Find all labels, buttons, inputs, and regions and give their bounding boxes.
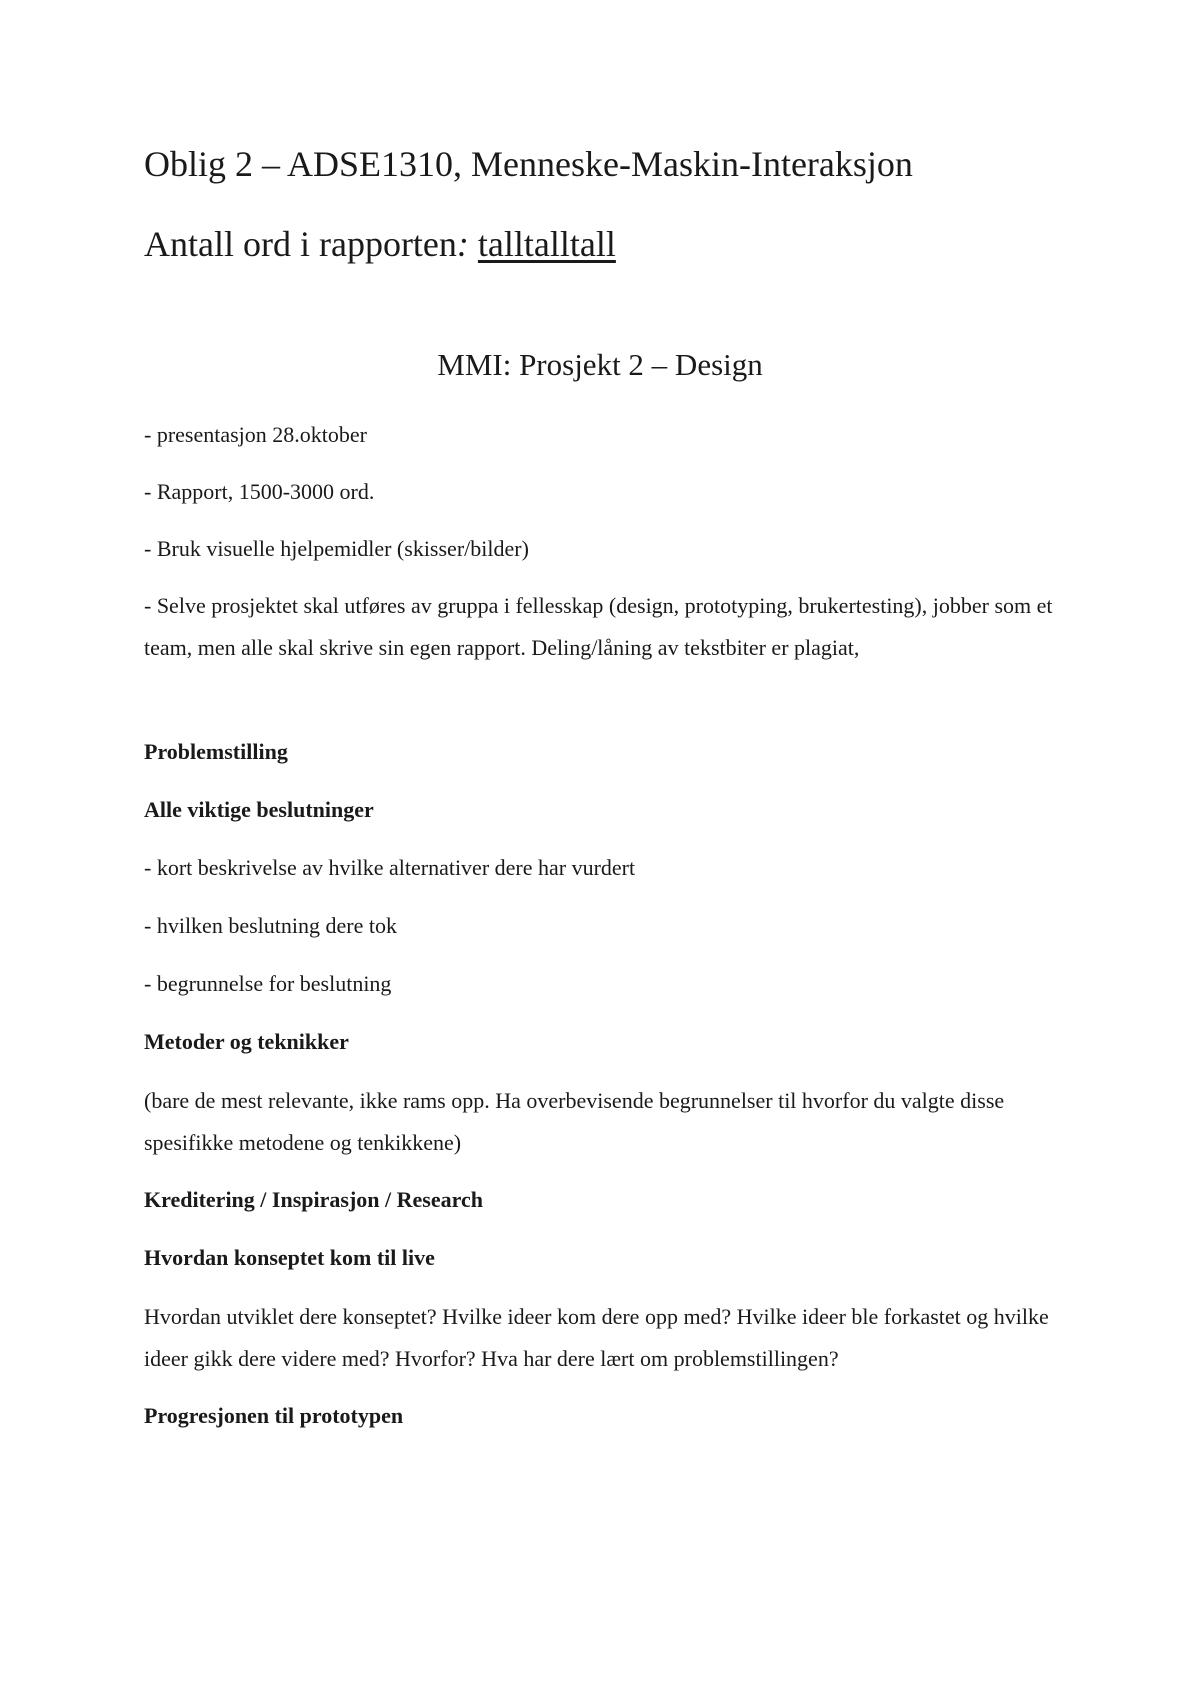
word-count-label: Antall ord i rapporten (144, 224, 457, 264)
bullet-item: - presentasjon 28.oktober (144, 422, 367, 447)
word-count-colon: : (456, 224, 469, 264)
heading-problem: Problemstilling (144, 739, 288, 764)
word-count-value: talltalltall (477, 224, 616, 264)
decision-item: - kort beskrivelse av hvilke alternativer dere har vurdert (144, 855, 636, 880)
bullet-item: - Bruk visuelle hjelpemidler (skisser/bilder) (144, 536, 529, 561)
decision-item: - hvilken beslutning dere tok (144, 913, 397, 938)
concept-text: Hvordan utviklet dere konseptet? Hvilke ideer kom dere opp med? Hvilke ideer ble forkastet og hvilke ideer gikk dere videre med? Hvorfor? Hva har dere lært om problemstillingen? (144, 1304, 1049, 1371)
heading-decisions: Alle viktige beslutninger (144, 797, 374, 822)
methods-text: (bare de mest relevante, ikke rams opp. Ha overbevisende begrunnelser til hvorfor du valgte disse spesifikke metodene og tenkikkene) (144, 1088, 1005, 1155)
bullet-item: - Rapport, 1500-3000 ord. (144, 479, 375, 504)
decision-item: - begrunnelse for beslutning (144, 971, 392, 996)
heading-concept: Hvordan konseptet kom til live (144, 1245, 435, 1270)
heading-progress: Progresjonen til prototypen (144, 1403, 404, 1428)
heading-credits: Kreditering / Inspirasjon / Research (144, 1187, 483, 1212)
document-subtitle: MMI: Prosjekt 2 – Design (437, 347, 763, 382)
word-count-line (144, 222, 616, 266)
bullet-item: - Selve prosjektet skal utføres av gruppa i fellesskap (design, prototyping, brukertesting), jobber som et team, men alle skal skrive sin egen rapport. Deling/låning av tekstbiter er plagiat, (144, 593, 1053, 660)
heading-methods: Metoder og teknikker (144, 1029, 349, 1054)
document-title: Oblig 2 – ADSE1310, Menneske-Maskin-Interaksjon (144, 144, 913, 184)
